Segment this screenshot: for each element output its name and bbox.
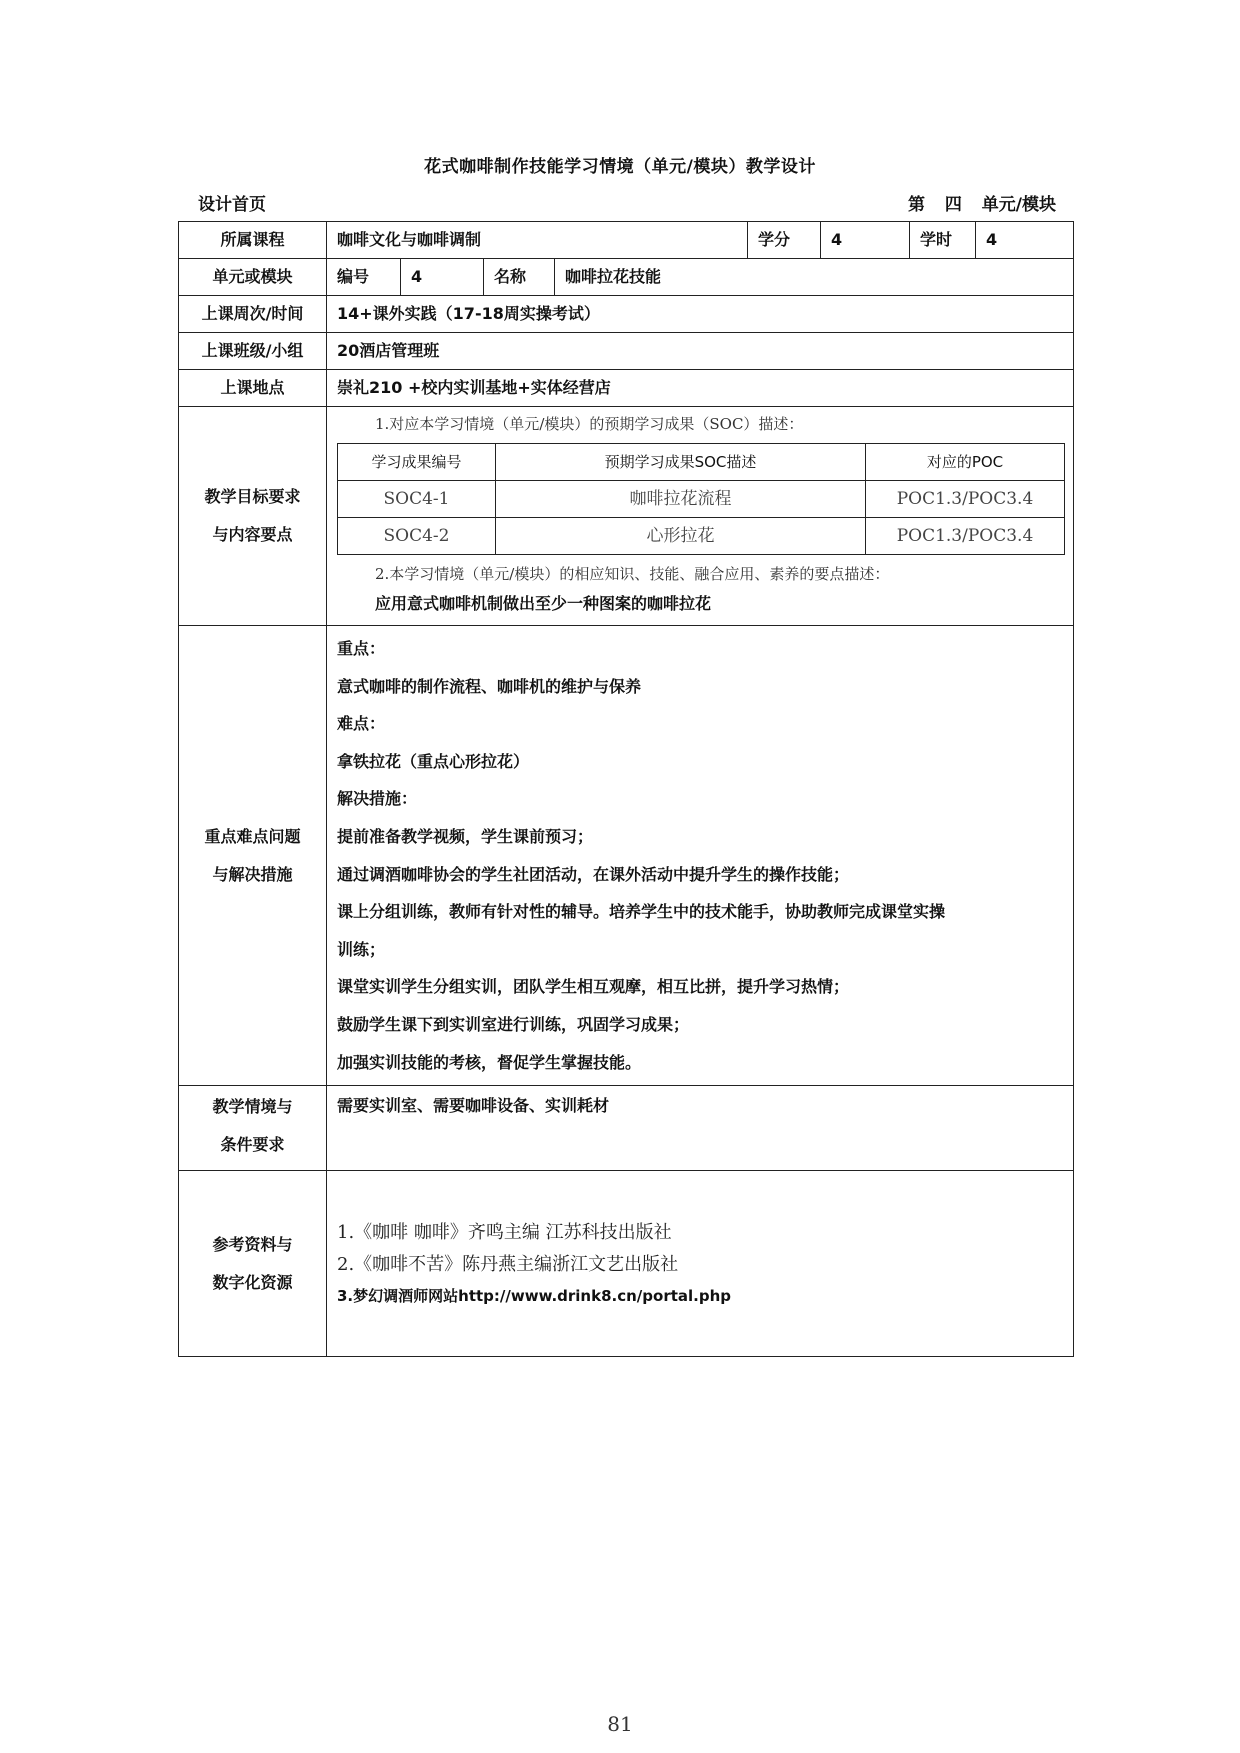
unit-row	[179, 259, 1074, 296]
points-intro: 2.本学习情境（单元/模块）的相应知识、技能、融合应用、素养的要点描述：	[375, 565, 890, 583]
page-number: 81	[607, 1712, 633, 1736]
soc-id: SOC4-1	[338, 481, 496, 518]
class-row	[179, 333, 1074, 370]
soc-description: 咖啡拉花流程	[496, 481, 866, 518]
references-row	[179, 1171, 1074, 1357]
soc-poc: POC1.3/POC3.4	[866, 518, 1065, 555]
key-points-label-line2: 与解决措施	[212, 864, 293, 884]
soc-id: SOC4-2	[338, 518, 496, 555]
location-row	[179, 370, 1074, 407]
class-value: 20酒店管理班	[327, 333, 1074, 370]
hours-value: 4	[976, 222, 1074, 259]
points-text: 应用意式咖啡机制做出至少一种图案的咖啡拉花	[375, 594, 712, 613]
location-value: 崇礼210 +校内实训基地+实体经营店	[327, 370, 1074, 407]
course-row	[179, 222, 1074, 259]
unit-label: 单元或模块	[179, 259, 327, 296]
conditions-label	[179, 1086, 327, 1171]
goals-label-line2: 与内容要点	[212, 525, 293, 544]
references-label	[179, 1171, 327, 1357]
key-points-line: 通过调酒咖啡协会的学生社团活动，在课外活动中提升学生的操作技能；	[337, 864, 850, 884]
key-points-row	[179, 626, 1074, 1086]
reference-item: 2.《咖啡不苦》陈丹燕主编浙江文艺出版社	[337, 1253, 679, 1275]
soc-header-row	[338, 444, 1065, 481]
soc-row	[338, 481, 1065, 518]
soc-intro: 1.对应本学习情境（单元/模块）的预期学习成果（SOC）描述：	[375, 415, 804, 433]
location-label: 上课地点	[179, 370, 327, 407]
key-points-line: 解决措施：	[337, 789, 418, 809]
credit-label: 学分	[748, 222, 821, 259]
key-points-line: 意式咖啡的制作流程、咖啡机的维护与保养	[337, 676, 642, 696]
schedule-value: 14+课外实践（17-18周实操考试）	[327, 296, 1074, 333]
unit-indicator: 第 四 单元/模块	[907, 195, 1056, 215]
soc-description: 心形拉花	[496, 518, 866, 555]
reference-item: 1.《咖啡 咖啡》齐鸣主编 江苏科技出版社	[337, 1221, 672, 1243]
unit-number-value: 4	[401, 259, 484, 296]
key-points-line: 难点：	[337, 714, 386, 734]
goals-label-line1: 教学目标要求	[204, 487, 301, 506]
conditions-label-line1: 教学情境与	[212, 1097, 293, 1117]
goals-label	[179, 407, 327, 626]
goals-row	[179, 407, 1074, 626]
key-points-content	[327, 626, 1074, 1086]
references-content	[327, 1171, 1074, 1357]
soc-header-poc: 对应的POC	[866, 444, 1065, 481]
conditions-row	[179, 1086, 1074, 1171]
references-label-line2: 数字化资源	[212, 1272, 293, 1292]
key-points-line: 重点：	[337, 639, 386, 658]
key-points-line: 课上分组训练，教师有针对性的辅导。培养学生中的技术能手，协助教师完成课堂实操	[337, 902, 946, 922]
class-label: 上课班级/小组	[179, 333, 327, 370]
soc-header-description: 预期学习成果SOC描述	[496, 444, 866, 481]
key-points-line: 提前准备教学视频，学生课前预习；	[337, 826, 594, 846]
key-points-line: 鼓励学生课下到实训室进行训练，巩固学习成果；	[337, 1014, 690, 1034]
document-title: 花式咖啡制作技能学习情境（单元/模块）教学设计	[424, 157, 816, 177]
key-points-label-line1: 重点难点问题	[204, 826, 301, 846]
key-points-line: 拿铁拉花（重点心形拉花）	[337, 751, 530, 771]
key-points-line: 加强实训技能的考核，督促学生掌握技能。	[337, 1052, 642, 1072]
goals-content	[327, 407, 1074, 626]
teaching-design-table	[178, 221, 1074, 1357]
course-value: 咖啡文化与咖啡调制	[327, 222, 748, 259]
soc-header-id: 学习成果编号	[338, 444, 496, 481]
soc-poc: POC1.3/POC3.4	[866, 481, 1065, 518]
conditions-value: 需要实训室、需要咖啡设备、实训耗材	[327, 1086, 1074, 1171]
design-front-page-label: 设计首页	[198, 195, 266, 215]
reference-website: 3.梦幻调酒师网站http://www.drink8.cn/portal.php	[337, 1286, 731, 1305]
schedule-row	[179, 296, 1074, 333]
unit-name-label: 名称	[484, 259, 555, 296]
header-row	[198, 190, 1056, 216]
conditions-label-line2: 条件要求	[220, 1135, 285, 1155]
course-label: 所属课程	[179, 222, 327, 259]
key-points-line: 课堂实训学生分组实训，团队学生相互观摩，相互比拼，提升学习热情；	[337, 977, 850, 997]
key-points-label	[179, 626, 327, 1086]
schedule-label: 上课周次/时间	[179, 296, 327, 333]
references-label-line1: 参考资料与	[212, 1234, 293, 1254]
key-points-line: 训练；	[337, 939, 386, 959]
unit-name-value: 咖啡拉花技能	[555, 259, 1074, 296]
hours-label: 学时	[910, 222, 976, 259]
soc-row	[338, 518, 1065, 555]
unit-number-label: 编号	[327, 259, 401, 296]
soc-table	[337, 443, 1065, 555]
credit-value: 4	[821, 222, 910, 259]
